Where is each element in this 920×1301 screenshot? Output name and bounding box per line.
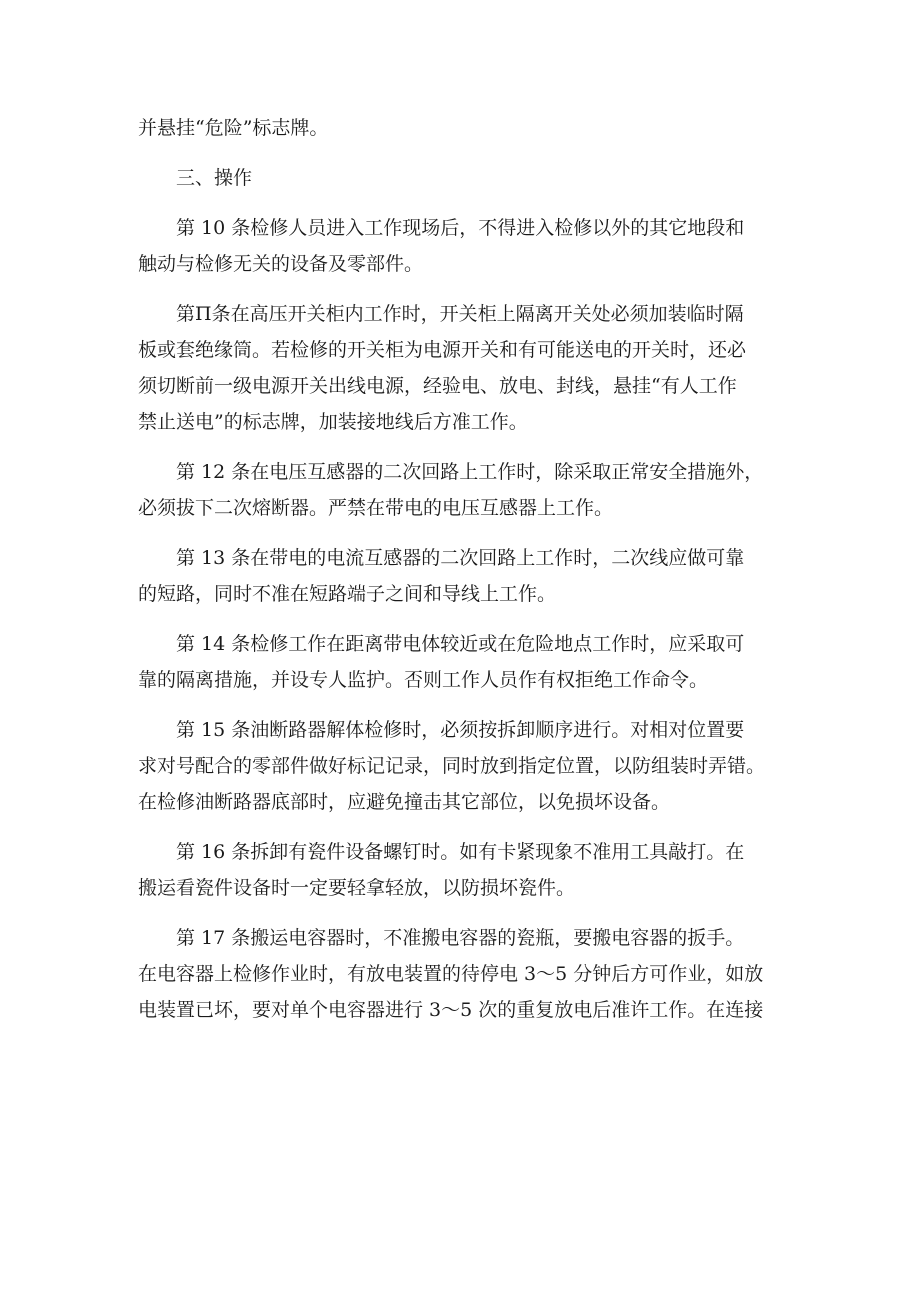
paragraph [138, 210, 798, 282]
paragraph [138, 712, 798, 820]
text-line: 的短路，同时不准在短路端子之间和导线上工作。 [138, 583, 557, 605]
section-heading [138, 160, 798, 196]
text-line: 板或套绝缘筒。若检修的开关柜为电源开关和有可能送电的开关时，还必 [138, 339, 747, 361]
text-line: 第 10 条检修人员进入工作现场后，不得进入检修以外的其它地段和 [176, 217, 745, 239]
text-line: 求对号配合的零部件做好标记记录，同时放到指定位置，以防组装时弄错。 [138, 755, 766, 777]
paragraph [138, 540, 798, 612]
paragraph [138, 626, 798, 698]
text-line: 搬运看瓷件设备时一定要轻拿轻放，以防损坏瓷件。 [138, 877, 576, 899]
text-line: 第 14 条检修工作在距离带电体较近或在危险地点工作时，应采取可 [176, 633, 745, 655]
paragraph [138, 454, 798, 526]
text-line: 在检修油断路器底部时，应避免撞击其它部位，以免损坏设备。 [138, 791, 671, 813]
text-line: 在电容器上检修作业时，有放电装置的待停电 3～5 分钟后方可作业，如放 [138, 963, 764, 985]
paragraph [138, 296, 798, 440]
text-line: 触动与检修无关的设备及零部件。 [138, 253, 424, 275]
text-line: 第Π条在高压开关柜内工作时，开关柜上隔离开关处必须加装临时隔 [176, 303, 744, 325]
text-line: 第 16 条拆卸有瓷件设备螺钉时。如有卡紧现象不准用工具敲打。在 [176, 841, 745, 863]
text-line: 须切断前一级电源开关出线电源，经验电、放电、封线，悬挂“有人工作 [138, 375, 737, 397]
text-line: 三、操作 [176, 167, 253, 189]
text-line: 必须拔下二次熔断器。严禁在带电的电压互感器上工作。 [138, 497, 614, 519]
paragraph [138, 920, 798, 1028]
document-body [138, 110, 798, 1028]
text-line: 电装置已坏，要对单个电容器进行 3～5 次的重复放电后准许工作。在连接 [138, 999, 764, 1021]
text-line: 禁止送电”的标志牌，加装接地线后方准工作。 [138, 411, 528, 433]
text-line: 第 13 条在带电的电流互感器的二次回路上工作时，二次线应做可靠 [176, 547, 745, 569]
text-line: 并悬挂“危险”标志牌。 [138, 117, 329, 139]
paragraph [138, 834, 798, 906]
paragraph [138, 110, 798, 146]
text-line: 靠的隔离措施，并设专人监护。否则工作人员作有权拒绝工作命令。 [138, 669, 709, 691]
text-line: 第 12 条在电压互感器的二次回路上工作时，除采取正常安全措施外， [176, 461, 764, 483]
text-line: 第 15 条油断路器解体检修时，必须按拆卸顺序进行。对相对位置要 [176, 719, 745, 741]
text-line: 第 17 条搬运电容器时，不准搬电容器的瓷瓶，要搬电容器的扳手。 [176, 927, 745, 949]
